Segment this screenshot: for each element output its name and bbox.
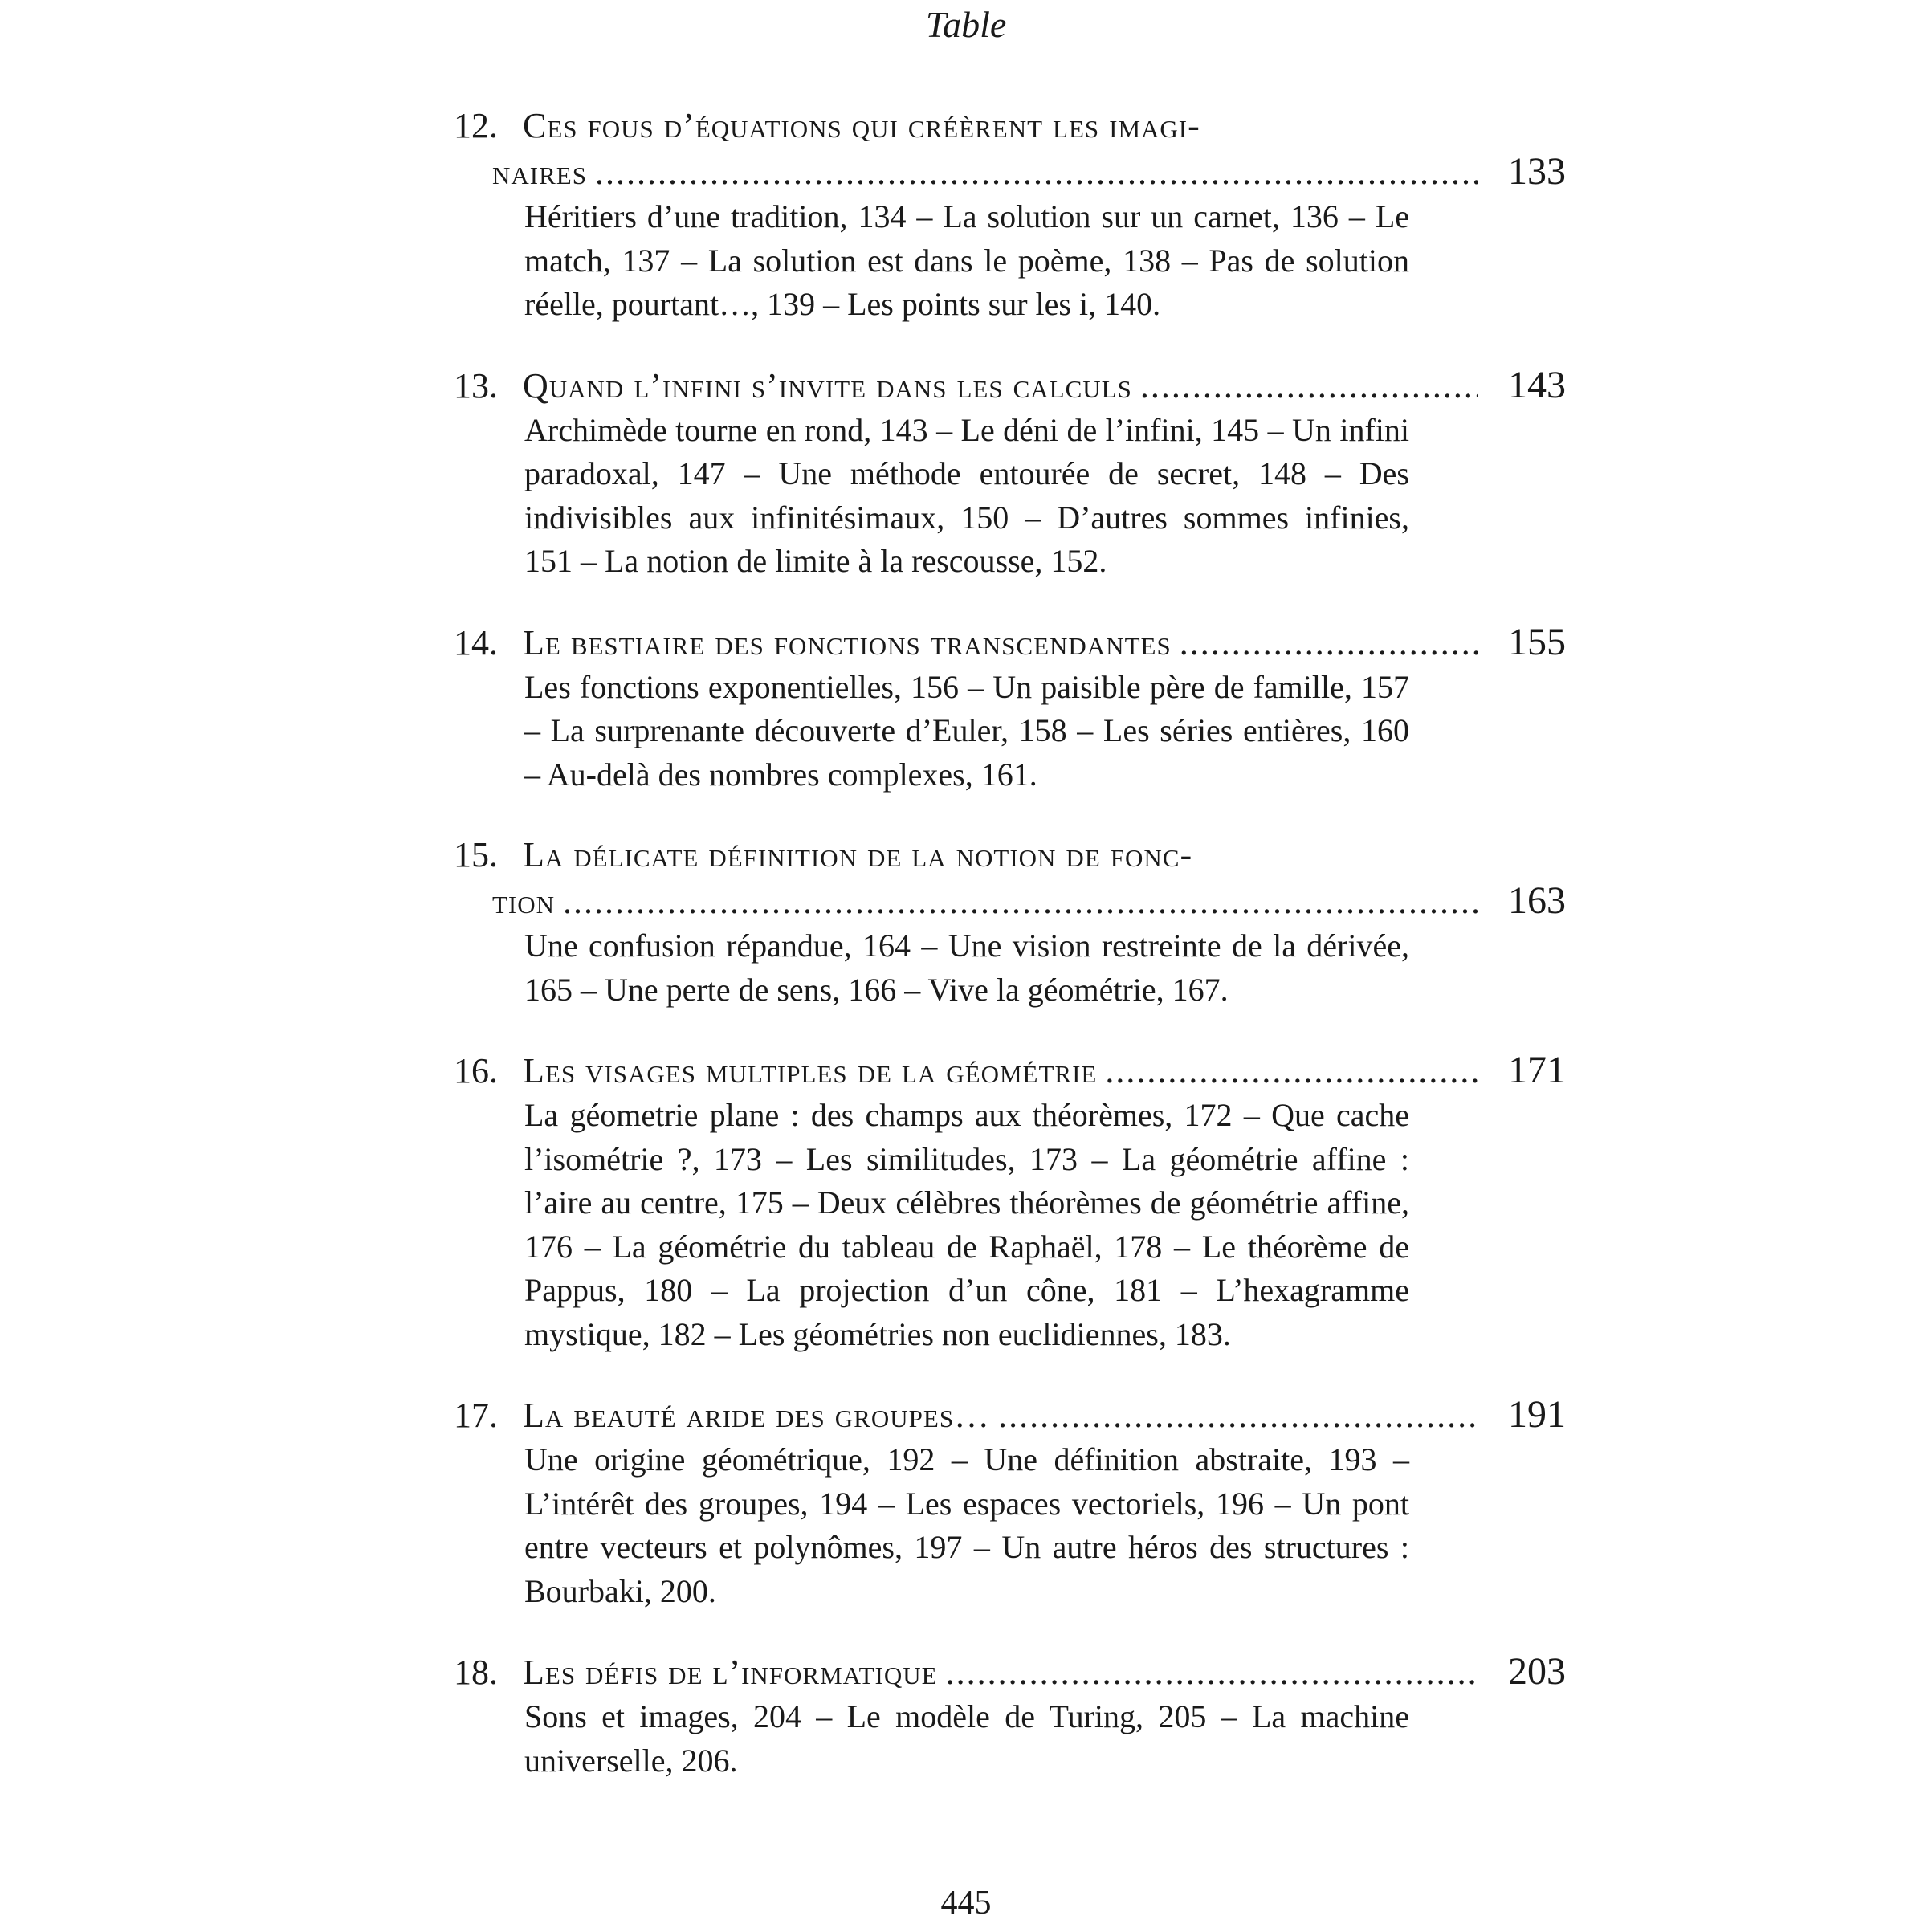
section-list: Archimède tourne en rond, 143 – Le déni de l’infini, 145 – Un infini paradoxal, 147 – Une méthode entourée de secret, 148 – Des indivisibles aux infinitésimaux, 150 – D’autres sommes infinies, 151 – La notion de limite à la rescousse, 152. [524, 411, 1409, 579]
chapter-title-continuation: naires [492, 153, 587, 192]
section-list: La géometrie plane : des champs aux théorèmes, 172 – Que cache l’isométrie ?, 173 – Les similitudes, 173 – La géométrie affine : l’aire au centre, 175 – Deux célèbres théorèmes de géométrie affine, 176 – La géométrie du tableau de Raphaël, 178 – Le théorème de Pappus, 180 – La projection d’un cône, 181 – L’hexagramme mystique, 182 – Les géométries non euclidiennes, 183. [524, 1097, 1409, 1352]
dot-leader [998, 1392, 1478, 1438]
chapter-title: Les défis de l’informatique [523, 1653, 938, 1692]
toc-entry-13 [454, 362, 1566, 584]
dot-leader [946, 1649, 1478, 1695]
dot-leader [1105, 1048, 1478, 1094]
toc-entry-17 [454, 1392, 1566, 1613]
chapter-title: Ces fous d’équations qui créèrent les imagi- [523, 106, 1200, 145]
chapter-title: La beauté aride des groupes… [523, 1396, 991, 1435]
section-list: Une origine géométrique, 192 – Une définition abstraite, 193 – L’intérêt des groupes, 194 – Les espaces vectoriels, 196 – Un pont entre vecteurs et polynômes, 197 – Un autre héros des structures : Bourbaki, 200. [524, 1441, 1409, 1609]
toc-entry-18 [454, 1649, 1566, 1783]
chapter-number: 14. [454, 622, 498, 662]
chapter-number: 13. [454, 365, 498, 406]
table-of-contents [454, 103, 1566, 1818]
toc-entry-12 [454, 103, 1566, 327]
dot-leader [595, 149, 1478, 195]
toc-entry-15 [454, 832, 1566, 1012]
page-number: 163 [1508, 879, 1566, 922]
chapter-title: La délicate définition de la notion de fonc- [523, 835, 1193, 874]
page-number: 171 [1508, 1049, 1566, 1091]
page-number: 155 [1508, 620, 1566, 663]
page-number: 133 [1508, 150, 1566, 193]
chapter-number: 18. [454, 1653, 498, 1692]
dot-leader [1140, 363, 1478, 409]
chapter-number: 16. [454, 1051, 498, 1090]
section-list: Héritiers d’une tradition, 134 – La solution sur un carnet, 136 – Le match, 137 – La solution est dans le poème, 138 – Pas de solution réelle, pourtant…, 139 – Les points sur les i, 140. [524, 198, 1409, 322]
toc-entry-16 [454, 1047, 1566, 1356]
chapter-title-continuation: tion [492, 882, 556, 921]
section-list: Une confusion répandue, 164 – Une vision restreinte de la dérivée, 165 – Une perte de sens, 166 – Vive la géométrie, 167. [524, 927, 1409, 1008]
page-number: 143 [1508, 363, 1566, 406]
chapter-title: Les visages multiples de la géométrie [523, 1051, 1098, 1090]
dot-leader [1180, 620, 1478, 666]
chapter-number: 12. [454, 106, 498, 145]
toc-entry-14 [454, 619, 1566, 797]
chapter-number: 15. [454, 835, 498, 874]
chapter-title: Quand l’infini s’invite dans les calculs [523, 365, 1132, 406]
page-number: 191 [1508, 1393, 1566, 1436]
page-number: 203 [1508, 1650, 1566, 1693]
dot-leader [563, 878, 1478, 924]
chapter-title: Le bestiaire des fonctions transcendantes [523, 622, 1172, 662]
page-folio: 445 [940, 1885, 992, 1922]
chapter-number: 17. [454, 1396, 498, 1435]
running-head: Table [925, 4, 1007, 45]
section-list: Les fonctions exponentielles, 156 – Un paisible père de famille, 157 – La surprenante découverte d’Euler, 158 – Les séries entières, 160 – Au-delà des nombres complexes, 161. [524, 668, 1409, 793]
section-list: Sons et images, 204 – Le modèle de Turing, 205 – La machine universelle, 206. [524, 1698, 1409, 1779]
